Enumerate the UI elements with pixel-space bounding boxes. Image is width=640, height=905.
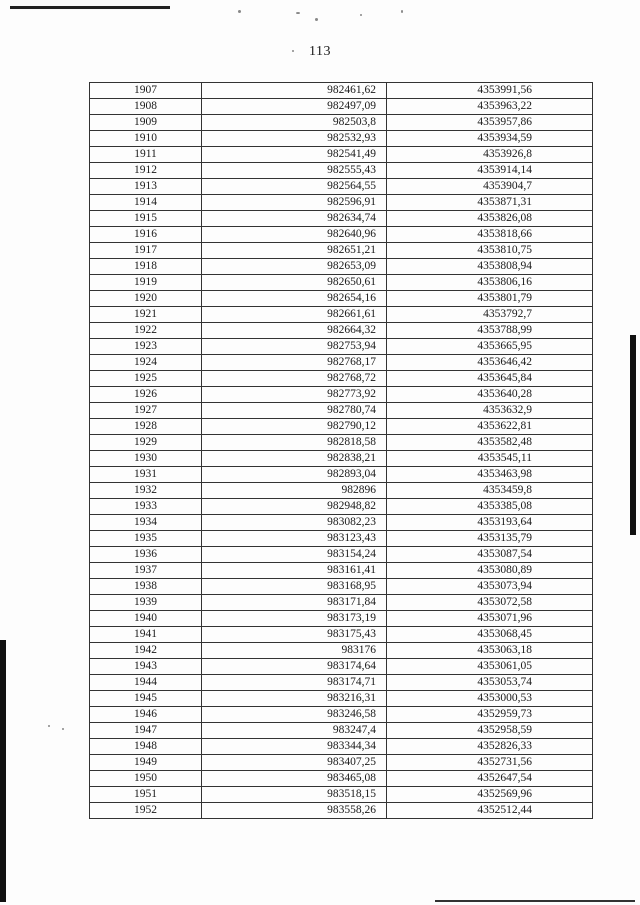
point-number-cell: 1915 [90,211,202,227]
table-row [90,755,593,771]
x-coordinate-cell: 982661,61 [202,307,387,323]
y-coordinate-cell: 4353792,7 [387,307,593,323]
y-coordinate-cell: 4353622,81 [387,419,593,435]
table-row [90,291,593,307]
point-number-cell: 1931 [90,467,202,483]
y-coordinate-cell: 4353665,95 [387,339,593,355]
y-coordinate-cell: 4353991,56 [387,83,593,99]
scan-artifact-bottom-line [435,900,635,902]
point-number-cell: 1940 [90,611,202,627]
point-number-cell: 1920 [90,291,202,307]
point-number-cell: 1947 [90,723,202,739]
point-number-cell: 1917 [90,243,202,259]
y-coordinate-cell: 4353071,96 [387,611,593,627]
y-coordinate-cell: 4353072,58 [387,595,593,611]
table-row [90,211,593,227]
y-coordinate-cell: 4353463,98 [387,467,593,483]
table-row [90,243,593,259]
point-number-cell: 1946 [90,707,202,723]
table-row [90,227,593,243]
table-row [90,531,593,547]
point-number-cell: 1910 [90,131,202,147]
point-number-cell: 1948 [90,739,202,755]
y-coordinate-cell: 4353135,79 [387,531,593,547]
y-coordinate-cell: 4353646,42 [387,355,593,371]
table-row [90,563,593,579]
y-coordinate-cell: 4353063,18 [387,643,593,659]
x-coordinate-cell: 982564,55 [202,179,387,195]
x-coordinate-cell: 983123,43 [202,531,387,547]
point-number-cell: 1942 [90,643,202,659]
table-row [90,83,593,99]
scan-artifact-left-bar [0,640,6,902]
table-row [90,275,593,291]
table-row [90,323,593,339]
x-coordinate-cell: 982664,32 [202,323,387,339]
point-number-cell: 1935 [90,531,202,547]
x-coordinate-cell: 982503,8 [202,115,387,131]
point-number-cell: 1944 [90,675,202,691]
y-coordinate-cell: 4353818,66 [387,227,593,243]
point-number-cell: 1918 [90,259,202,275]
x-coordinate-cell: 982753,94 [202,339,387,355]
x-coordinate-cell: 983247,4 [202,723,387,739]
table-row [90,483,593,499]
table-row [90,435,593,451]
x-coordinate-cell: 983216,31 [202,691,387,707]
scan-speck [360,14,362,16]
y-coordinate-cell: 4353810,75 [387,243,593,259]
point-number-cell: 1913 [90,179,202,195]
point-number-cell: 1912 [90,163,202,179]
x-coordinate-cell: 983174,71 [202,675,387,691]
y-coordinate-cell: 4352826,33 [387,739,593,755]
x-coordinate-cell: 982555,43 [202,163,387,179]
y-coordinate-cell: 4353385,08 [387,499,593,515]
table-row [90,147,593,163]
x-coordinate-cell: 983161,41 [202,563,387,579]
y-coordinate-cell: 4353193,64 [387,515,593,531]
x-coordinate-cell: 983173,19 [202,611,387,627]
y-coordinate-cell: 4353914,14 [387,163,593,179]
table-row [90,451,593,467]
table-row [90,179,593,195]
y-coordinate-cell: 4352959,73 [387,707,593,723]
table-row [90,547,593,563]
point-number-cell: 1921 [90,307,202,323]
y-coordinate-cell: 4353632,9 [387,403,593,419]
table-row [90,355,593,371]
table-row [90,99,593,115]
point-number-cell: 1911 [90,147,202,163]
point-number-cell: 1916 [90,227,202,243]
x-coordinate-cell: 982893,04 [202,467,387,483]
y-coordinate-cell: 4353000,53 [387,691,593,707]
x-coordinate-cell: 983176 [202,643,387,659]
point-number-cell: 1941 [90,627,202,643]
x-coordinate-cell: 983407,25 [202,755,387,771]
x-coordinate-cell: 982497,09 [202,99,387,115]
y-coordinate-cell: 4353806,16 [387,275,593,291]
point-number-cell: 1930 [90,451,202,467]
table-row [90,387,593,403]
x-coordinate-cell: 982541,49 [202,147,387,163]
table-row [90,195,593,211]
x-coordinate-cell: 982650,61 [202,275,387,291]
point-number-cell: 1929 [90,435,202,451]
x-coordinate-cell: 983168,95 [202,579,387,595]
table-row [90,515,593,531]
scan-speck [48,725,50,727]
y-coordinate-cell: 4353957,86 [387,115,593,131]
table-row [90,131,593,147]
x-coordinate-cell: 982773,92 [202,387,387,403]
y-coordinate-cell: 4353904,7 [387,179,593,195]
y-coordinate-cell: 4353087,54 [387,547,593,563]
table-row [90,419,593,435]
table-row [90,803,593,819]
y-coordinate-cell: 4352569,96 [387,787,593,803]
table-row [90,707,593,723]
point-number-cell: 1908 [90,99,202,115]
point-number-cell: 1922 [90,323,202,339]
point-number-cell: 1927 [90,403,202,419]
point-number-cell: 1925 [90,371,202,387]
x-coordinate-cell: 982790,12 [202,419,387,435]
x-coordinate-cell: 983558,26 [202,803,387,819]
table-row [90,723,593,739]
y-coordinate-cell: 4352512,44 [387,803,593,819]
y-coordinate-cell: 4353788,99 [387,323,593,339]
point-number-cell: 1936 [90,547,202,563]
x-coordinate-cell: 982596,91 [202,195,387,211]
point-number-cell: 1950 [90,771,202,787]
scan-speck [401,10,403,13]
x-coordinate-cell: 982768,17 [202,355,387,371]
x-coordinate-cell: 982780,74 [202,403,387,419]
y-coordinate-cell: 4353871,31 [387,195,593,211]
point-number-cell: 1923 [90,339,202,355]
coordinates-table [89,82,593,819]
point-number-cell: 1928 [90,419,202,435]
x-coordinate-cell: 983171,84 [202,595,387,611]
table-row [90,499,593,515]
y-coordinate-cell: 4353080,89 [387,563,593,579]
table-row [90,771,593,787]
y-coordinate-cell: 4353640,28 [387,387,593,403]
table-row [90,163,593,179]
y-coordinate-cell: 4353808,94 [387,259,593,275]
scan-artifact-top-line [10,6,170,9]
y-coordinate-cell: 4353073,94 [387,579,593,595]
y-coordinate-cell: 4353545,11 [387,451,593,467]
table-row [90,467,593,483]
point-number-cell: 1924 [90,355,202,371]
x-coordinate-cell: 982838,21 [202,451,387,467]
point-number-cell: 1938 [90,579,202,595]
x-coordinate-cell: 983154,24 [202,547,387,563]
x-coordinate-cell: 983465,08 [202,771,387,787]
y-coordinate-cell: 4353934,59 [387,131,593,147]
page-number: 113 [309,44,331,59]
x-coordinate-cell: 983174,64 [202,659,387,675]
table-row [90,627,593,643]
y-coordinate-cell: 4353926,8 [387,147,593,163]
scan-speck [296,12,300,14]
point-number-cell: 1914 [90,195,202,211]
table-row [90,659,593,675]
table-row [90,595,593,611]
y-coordinate-cell: 4353826,08 [387,211,593,227]
point-number-cell: 1909 [90,115,202,131]
table-row [90,307,593,323]
y-coordinate-cell: 4353459,8 [387,483,593,499]
x-coordinate-cell: 983518,15 [202,787,387,803]
point-number-cell: 1943 [90,659,202,675]
scan-speck [238,10,241,13]
x-coordinate-cell: 982768,72 [202,371,387,387]
x-coordinate-cell: 982461,62 [202,83,387,99]
y-coordinate-cell: 4352731,56 [387,755,593,771]
y-coordinate-cell: 4353582,48 [387,435,593,451]
point-number-cell: 1926 [90,387,202,403]
scan-artifact-right-bar [630,335,636,535]
x-coordinate-cell: 982653,09 [202,259,387,275]
table-row [90,675,593,691]
x-coordinate-cell: 982532,93 [202,131,387,147]
x-coordinate-cell: 983344,34 [202,739,387,755]
table-row [90,371,593,387]
table-row [90,691,593,707]
y-coordinate-cell: 4353053,74 [387,675,593,691]
table-row [90,787,593,803]
y-coordinate-cell: 4353801,79 [387,291,593,307]
point-number-cell: 1951 [90,787,202,803]
y-coordinate-cell: 4353061,05 [387,659,593,675]
point-number-cell: 1939 [90,595,202,611]
scan-speck [315,18,318,21]
point-number-cell: 1937 [90,563,202,579]
table-row [90,611,593,627]
table-row [90,339,593,355]
x-coordinate-cell: 982640,96 [202,227,387,243]
x-coordinate-cell: 983082,23 [202,515,387,531]
point-number-cell: 1945 [90,691,202,707]
point-number-cell: 1932 [90,483,202,499]
table-row [90,115,593,131]
table-row [90,403,593,419]
table-row [90,579,593,595]
x-coordinate-cell: 982634,74 [202,211,387,227]
x-coordinate-cell: 982896 [202,483,387,499]
x-coordinate-cell: 982818,58 [202,435,387,451]
x-coordinate-cell: 983246,58 [202,707,387,723]
x-coordinate-cell: 982654,16 [202,291,387,307]
scan-speck [62,728,64,730]
x-coordinate-cell: 982948,82 [202,499,387,515]
point-number-cell: 1934 [90,515,202,531]
point-number-cell: 1949 [90,755,202,771]
point-number-cell: 1907 [90,83,202,99]
x-coordinate-cell: 982651,21 [202,243,387,259]
point-number-cell: 1933 [90,499,202,515]
point-number-cell: 1919 [90,275,202,291]
y-coordinate-cell: 4353645,84 [387,371,593,387]
y-coordinate-cell: 4353963,22 [387,99,593,115]
y-coordinate-cell: 4352647,54 [387,771,593,787]
coordinates-table-body [90,83,593,819]
y-coordinate-cell: 4353068,45 [387,627,593,643]
y-coordinate-cell: 4352958,59 [387,723,593,739]
point-number-cell: 1952 [90,803,202,819]
table-row [90,643,593,659]
x-coordinate-cell: 983175,43 [202,627,387,643]
table-row [90,259,593,275]
table-row [90,739,593,755]
